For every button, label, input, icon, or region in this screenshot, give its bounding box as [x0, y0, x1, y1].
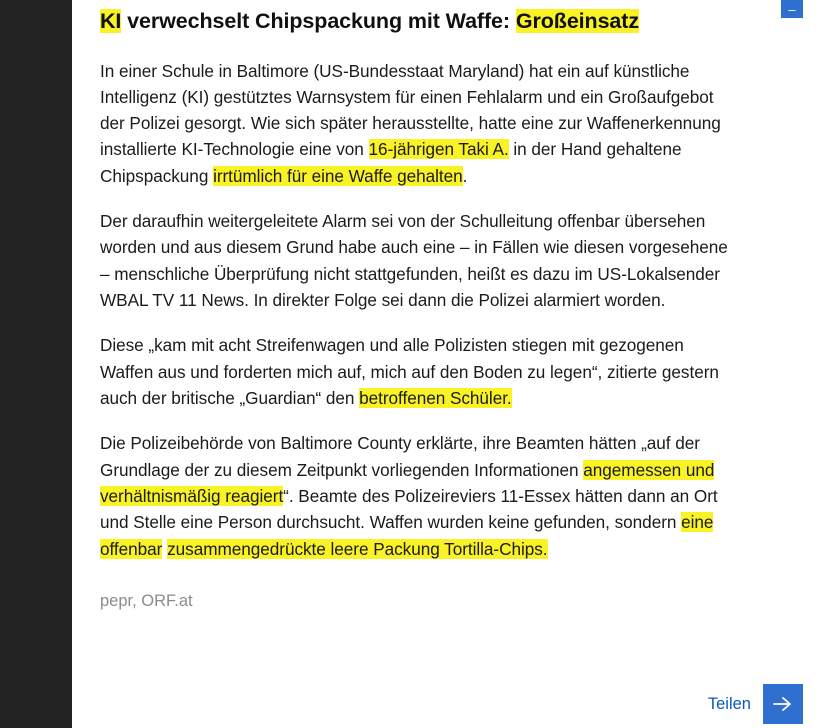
p1-seg-4-highlight: irrtümlich für eine Waffe gehalten	[213, 165, 463, 186]
p4-seg-3: “. Beamte des Polizeireviers 11-Essex hätten dann an Ort und Stelle eine Person durchsucht. Waffen wurden keine gefunden, sondern	[100, 485, 718, 533]
p3-seg-1: Diese „kam mit acht Streifenwagen und alle Polizisten stiegen mit gezogenen Waffen aus und forderten mich auf, mich auf den Boden zu legen“, zitierte gestern auch der britische „Guardian“ den	[100, 335, 719, 408]
share-label[interactable]: Teilen	[707, 694, 751, 713]
p1-seg-3: in der Hand gehaltene Chipspackung	[100, 139, 682, 186]
byline: pepr, ORF.at	[100, 591, 193, 610]
minimize-button[interactable]	[781, 0, 803, 18]
arrow-right-icon	[771, 694, 795, 714]
p1-seg-5: .	[462, 165, 468, 186]
paragraph-3	[100, 332, 740, 411]
share-row	[708, 684, 803, 724]
p4-seg-1: Die Polizeibehörde von Baltimore County erklärte, ihre Beamten hätten „auf der Grundlage der zu diesem Zeitpunkt vorliegenden Informationen	[100, 433, 700, 480]
p4-seg-4-highlight: eine offenbar	[100, 512, 714, 559]
paragraph-1	[100, 58, 740, 190]
p4-seg-2-highlight: angemessen und verhältnismäßig reagiert	[100, 459, 715, 506]
headline-part-highlight-3: Großeinsatz	[515, 9, 640, 33]
article-inner	[100, 0, 740, 611]
minimize-icon: –	[788, 1, 796, 17]
article-container	[72, 0, 831, 728]
headline-part-highlight-1: KI	[100, 9, 122, 33]
page-title	[100, 8, 740, 36]
share-button[interactable]	[763, 684, 803, 724]
left-dark-rail	[0, 0, 72, 728]
p1-seg-2-highlight: 16-jährigen Taki A.	[368, 139, 509, 160]
p2-seg-1: Der daraufhin weitergeleitete Alarm sei von der Schulleitung offenbar übersehen worden und aus diesem Grund habe auch eine – in Fällen wie diesen vorgesehene – menschliche Überprüfung nicht stattgefunden, heißt es dazu im US-Lokalsender WBAL TV 11 News. In direkter Folge sei dann die Polizei alarmiert worden.	[100, 211, 728, 311]
p4-seg-6-highlight: zusammengedrückte leere Packung Tortilla-Chips.	[167, 538, 548, 559]
headline-part-2: verwechselt Chipspackung mit Waffe:	[121, 9, 516, 33]
p1-seg-1: In einer Schule in Baltimore (US-Bundesstaat Maryland) hat ein auf künstliche Intelligenz (KI) gestütztes Warnsystem für einen Fehlalarm und ein Großaufgebot der Polizei gesorgt. Wie sich später herausstellte, hatte eine zur Waffenerkennung installierte KI-Technologie eine von	[100, 60, 721, 160]
p3-seg-2-highlight: betroffenen Schüler.	[359, 387, 512, 408]
paragraph-2	[100, 208, 740, 313]
paragraph-4	[100, 430, 740, 562]
